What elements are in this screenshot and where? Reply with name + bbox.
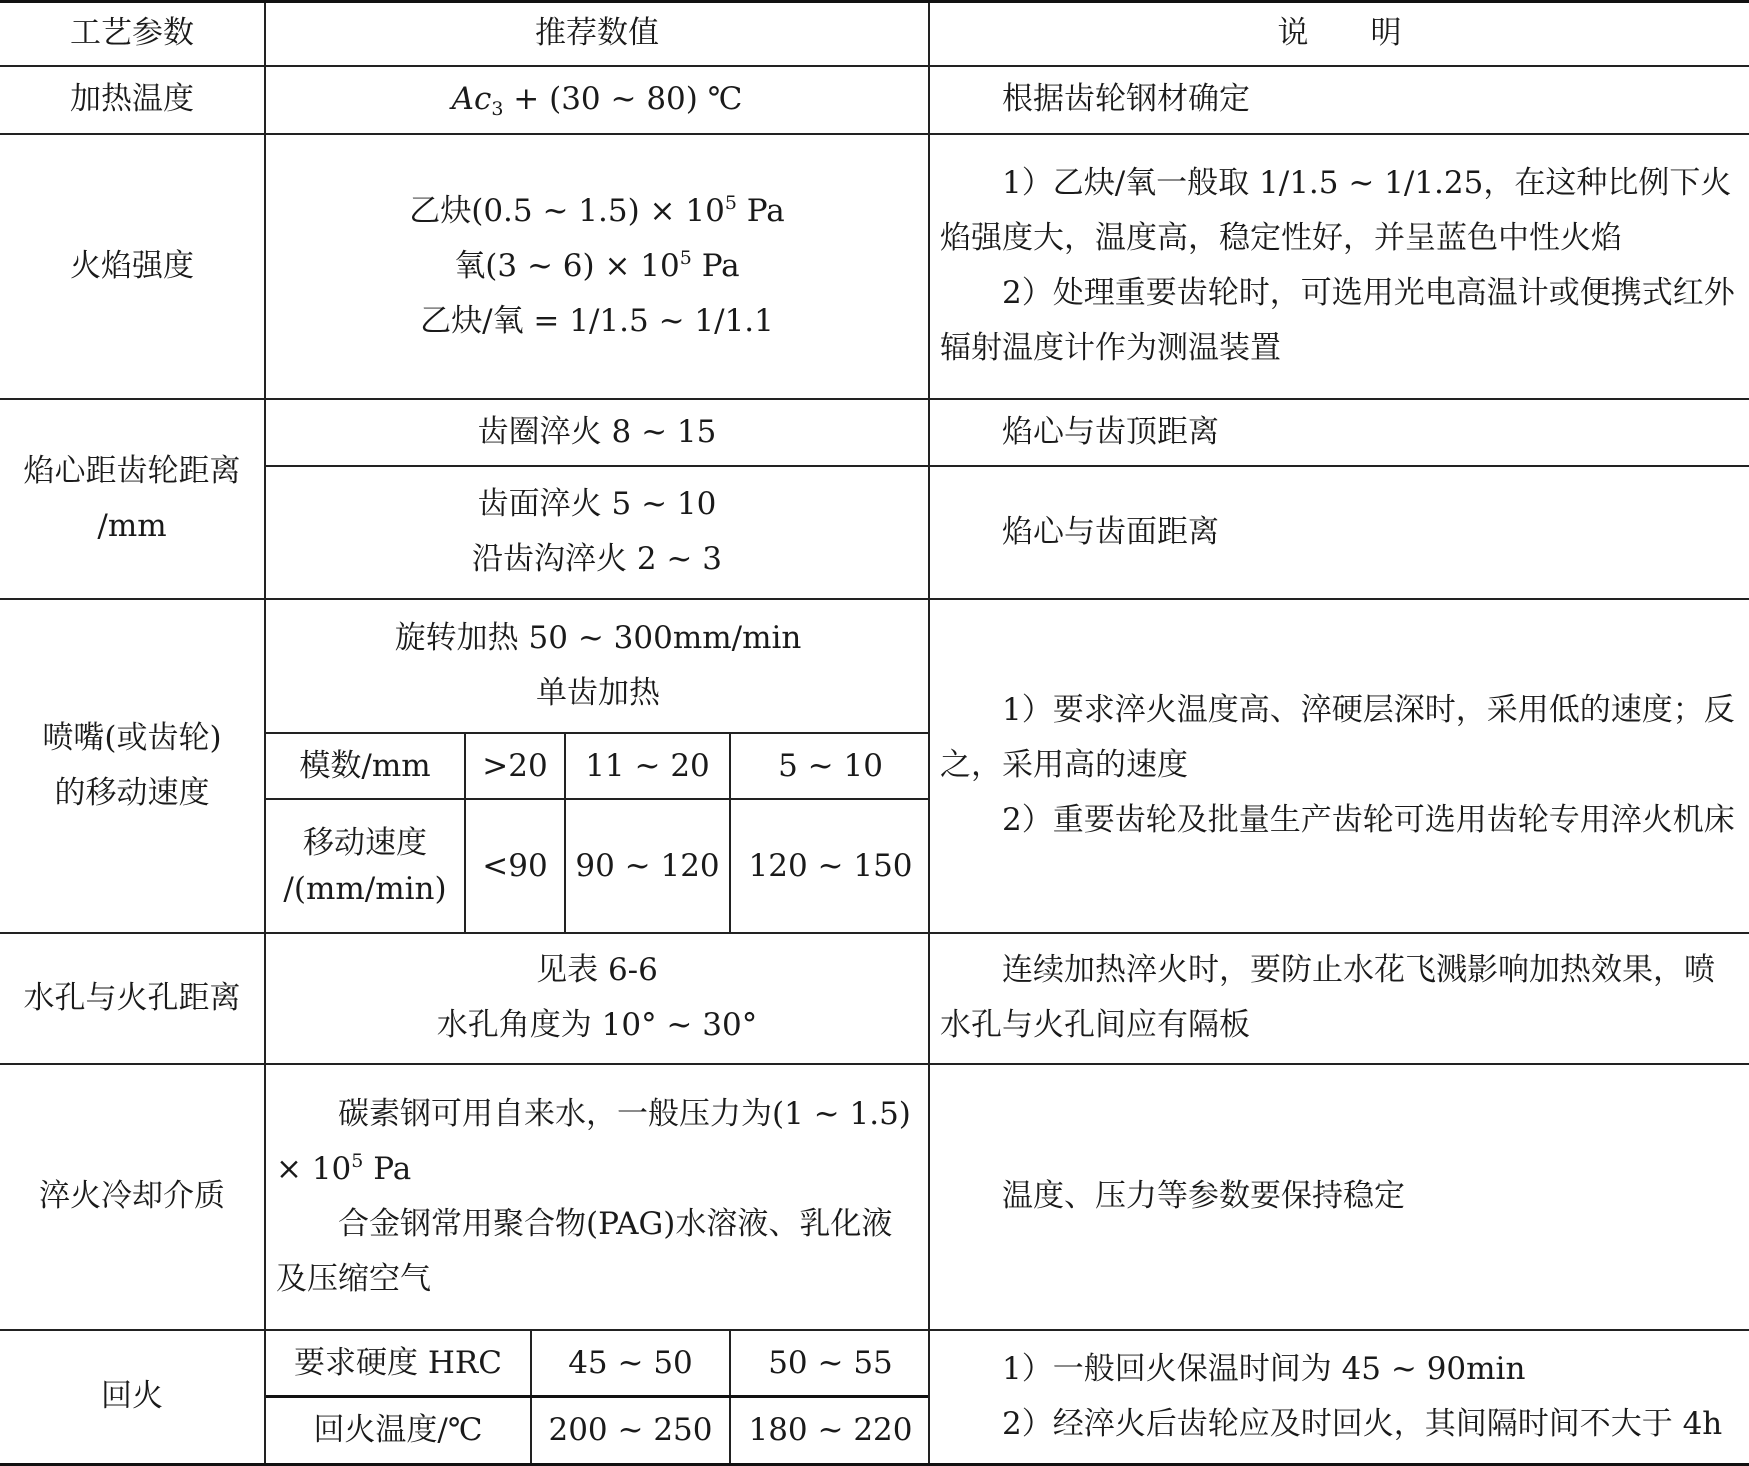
module-label: 模数/mm (266, 733, 465, 799)
hole-values: 见表 6-6 水孔角度为 10° ~ 30° (265, 933, 929, 1064)
temper-subtable (266, 1331, 930, 1463)
speed-2: 90 ~ 120 (565, 799, 730, 932)
row-hole (0, 933, 1749, 1064)
temper-hardness-row (266, 1331, 930, 1397)
row-temper (0, 1330, 1749, 1465)
medium-param: 淬火冷却介质 (0, 1064, 265, 1330)
medium-note: 温度、压力等参数要保持稳定 (929, 1064, 1749, 1330)
distance-face-note: 焰心与齿面距离 (929, 466, 1749, 599)
module-1: >20 (465, 733, 565, 799)
flame-acetylene: 乙炔(0.5 ~ $1.5) \times 10^5$ Pa (409, 191, 785, 229)
flame-notes (929, 134, 1749, 399)
heating-temp-range: + (30 ~ 80) ℃ (503, 81, 743, 117)
temper-temp-2: 180 ~ 220 (730, 1397, 930, 1463)
hole-param: 水孔与火孔距离 (0, 933, 265, 1064)
speed-subtable (266, 600, 930, 932)
header-value: 推荐数值 (265, 2, 929, 66)
speed-heating-modes: 旋转加热 50 ~ 300mm/min 单齿加热 (266, 600, 930, 733)
hole-note: 连续加热淬火时，要防止水花飞溅影响加热效果，喷水孔与火孔间应有隔板 (929, 933, 1749, 1064)
header-row (0, 2, 1749, 66)
flame-note-1: 1）乙炔/氧一般取 1/1.5 ~ 1/1.25，在这种比例下火焰强度大，温度高，稳定性好，并呈蓝色中性火焰 (940, 165, 1732, 256)
module-2: 11 ~ 20 (565, 733, 730, 799)
heating-temp-param: 加热温度 (0, 66, 265, 134)
row-speed (0, 599, 1749, 933)
medium-values: 碳素钢可用自来水，一般压力为(1 ~ 1.5) × $10^5$ Pa 合金钢常用聚合物(PAG)水溶液、乳化液及压缩空气 (265, 1064, 929, 1330)
temper-param: 回火 (0, 1330, 265, 1465)
temper-temp-label: 回火温度/℃ (266, 1397, 531, 1463)
flame-param: 火焰强度 (0, 134, 265, 399)
speed-label: 移动速度 /(mm/min) (266, 799, 465, 932)
row-distance-ring (0, 399, 1749, 466)
module-3: 5 ~ 10 (730, 733, 930, 799)
speed-note-2: 2）重要齿轮及批量生产齿轮可选用齿轮专用淬火机床 (1002, 802, 1735, 838)
distance-face-values: 齿面淬火 5 ~ 10 沿齿沟淬火 2 ~ 3 (265, 466, 929, 599)
heating-temp-value (265, 66, 929, 134)
speed-note-1: 1）要求淬火温度高、淬硬层深时，采用低的速度；反之，采用高的速度 (940, 692, 1735, 783)
heating-temp-note: 根据齿轮钢材确定 (929, 66, 1749, 134)
temper-temp-1: 200 ~ 250 (531, 1397, 730, 1463)
temper-values (265, 1330, 929, 1465)
speed-value-row (266, 799, 930, 932)
ac-symbol: Ac (451, 81, 492, 117)
header-note: 说 明 (929, 2, 1749, 66)
flame-oxygen: 氧(3 ~ $6) \times 10^5$ Pa (454, 246, 740, 284)
distance-ring-value: 齿圈淬火 8 ~ 15 (265, 399, 929, 466)
speed-1: <90 (465, 799, 565, 932)
distance-param: 焰心距齿轮距离 /mm (0, 399, 265, 599)
temper-note-1: 1）一般回火保温时间为 45 ~ 90min (1002, 1350, 1526, 1387)
row-medium (0, 1064, 1749, 1330)
temper-notes (929, 1330, 1749, 1465)
hardness-1: 45 ~ 50 (531, 1331, 730, 1397)
speed-notes (929, 599, 1749, 933)
speed-module-row (266, 733, 930, 799)
speed-values (265, 599, 929, 933)
flame-values (265, 134, 929, 399)
row-heating-temp (0, 66, 1749, 134)
header-param: 工艺参数 (0, 2, 265, 66)
temper-note-2: 2）经淬火后齿轮应及时回火，其间隔时间不大于 4h (1002, 1405, 1723, 1442)
hardness-2: 50 ~ 55 (730, 1331, 930, 1397)
ac-subscript: 3 (491, 98, 504, 120)
hardness-label: 要求硬度 HRC (266, 1331, 531, 1397)
row-flame (0, 134, 1749, 399)
flame-ratio: 乙炔/氧 = 1/1.5 ~ 1/1.1 (420, 302, 774, 339)
flame-note-2: 2）处理重要齿轮时，可选用光电高温计或便携式红外辐射温度计作为测温装置 (940, 275, 1735, 366)
distance-ring-note: 焰心与齿顶距离 (929, 399, 1749, 466)
temper-temp-row (266, 1397, 930, 1463)
speed-3: 120 ~ 150 (730, 799, 930, 932)
speed-param: 喷嘴(或齿轮) 的移动速度 (0, 599, 265, 933)
